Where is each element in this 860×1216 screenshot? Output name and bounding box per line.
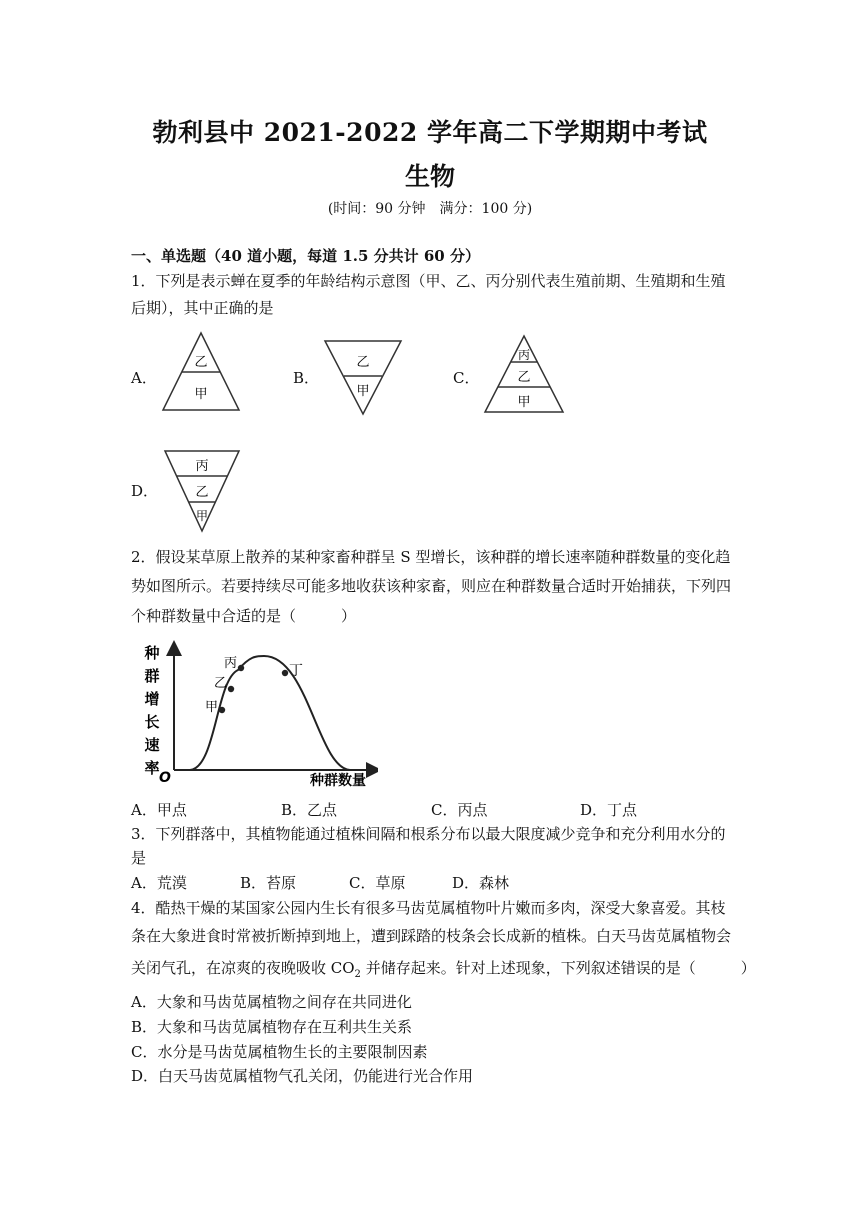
q2-stem-line1: 2．假设某草原上散养的某种家畜种群呈 S 型增长，该种群的增长速率随种群数量的变化趋 [131,548,731,566]
q2-ylabel-char-2: 群 [144,667,160,685]
q1-option-a-pyramid [160,330,242,412]
exam-subject: 生物 [404,162,455,191]
q1-d-layer-mid: 乙 [195,485,209,500]
exam-meta: (时间：90 分钟 满分：100 分) [327,201,533,217]
q1-option-c-label: C． [453,369,480,387]
q4-stem-line3-part2: 并储存起来。针对上述现象，下列叙述错误的是（ ） [360,959,756,977]
q1-stem-line2: 后期），其中正确的是 [131,299,274,317]
q2-point-ding [282,670,288,676]
q4-option-c[interactable]: C．水分是马齿苋属植物生长的主要限制因素 [131,1043,428,1061]
section-heading: 一、单选题（40 道小题，每道 1.5 分共计 60 分） [131,247,480,265]
q4-stem-line2: 条在大象进食时常被折断掉到地上，遭到踩踏的枝条会长成新的植株。白天马齿苋属植物会 [131,927,732,945]
q1-c-layer-top: 丙 [517,348,531,362]
exam-title: 勃利县中 2021-2022 学年高二下学期期中考试 [152,118,708,147]
q2-option-d[interactable]: D．丁点 [580,801,638,819]
q4-option-b[interactable]: B．大象和马齿苋属植物存在互利共生关系 [131,1018,413,1036]
q1-a-layer-bottom: 甲 [194,387,208,402]
q4-stem-line1: 4．酷热干燥的某国家公园内生长有很多马齿苋属植物叶片嫩而多肉，深受大象喜爱。其枝 [131,899,726,917]
q2-point-jia [219,707,225,713]
q3-option-b[interactable]: B．苔原 [240,874,297,892]
q2-ylabel-char-4: 长 [144,713,160,731]
q2-growth-rate-graph [138,640,378,790]
q1-c-layer-mid: 乙 [517,370,531,385]
q2-ylabel-char-3: 增 [144,690,160,708]
q1-option-c-pyramid [482,333,566,415]
q3-stem-line2: 是 [131,849,147,867]
q1-option-d-pyramid [162,448,242,534]
q1-b-layer-top: 乙 [356,355,370,370]
q2-option-c[interactable]: C．丙点 [431,801,488,819]
q1-option-b-pyramid [322,338,404,416]
q4-co2-subscript: 2 [354,969,361,980]
q2-point-bing-label: 丙 [224,656,238,671]
q4-stem-line3 [131,958,756,985]
q2-point-ding-label: 丁 [289,663,303,679]
q1-option-b-label: B． [293,369,320,387]
q1-stem-line1: 1．下列是表示蝉在夏季的年龄结构示意图（甲、乙、丙分别代表生殖前期、生殖期和生殖 [131,272,726,290]
q2-stem-line3: 个种群数量中合适的是（ ） [131,607,357,625]
q2-ylabel-char-6: 率 [144,759,160,777]
q1-option-d-label: D． [131,482,159,500]
q1-d-layer-bottom: 甲 [195,509,209,523]
q2-point-bing [238,665,244,671]
q2-stem-line2: 势如图所示。若要持续尽可能多地收获该种家畜，则应在种群数量合适时开始捕获，下列四 [131,577,732,595]
q1-option-a-label: A． [131,369,157,387]
q2-point-yi [228,686,234,692]
q1-b-layer-bottom: 甲 [356,384,370,399]
q2-point-yi-label: 乙 [214,676,228,691]
q1-c-layer-bottom: 甲 [517,395,531,410]
q2-ylabel-char-5: 速 [144,736,160,754]
q3-option-c[interactable]: C．草原 [349,874,406,892]
q1-a-layer-top: 乙 [194,355,208,370]
q2-xlabel: 种群数量 [310,773,366,789]
q1-d-layer-top: 丙 [195,459,209,474]
q2-point-jia-label: 甲 [205,700,219,715]
q2-option-a[interactable]: A．甲点 [131,801,187,819]
q4-option-a[interactable]: A．大象和马齿苋属植物之间存在共同进化 [131,993,412,1011]
q3-option-d[interactable]: D．森林 [452,874,510,892]
q2-ylabel-char-1: 种 [144,644,160,662]
q3-stem-line1: 3．下列群落中，其植物能通过植株间隔和根系分布以最大限度减少竞争和充分利用水分的 [131,825,726,843]
q3-option-a[interactable]: A．荒漠 [131,874,187,892]
q4-stem-line3-part1: 关闭气孔，在凉爽的夜晚吸收 CO [131,959,355,977]
q2-option-b[interactable]: B．乙点 [281,801,338,819]
q2-origin-label: O [159,770,171,786]
q4-option-d[interactable]: D．白天马齿苋属植物气孔关闭，仍能进行光合作用 [131,1067,474,1085]
